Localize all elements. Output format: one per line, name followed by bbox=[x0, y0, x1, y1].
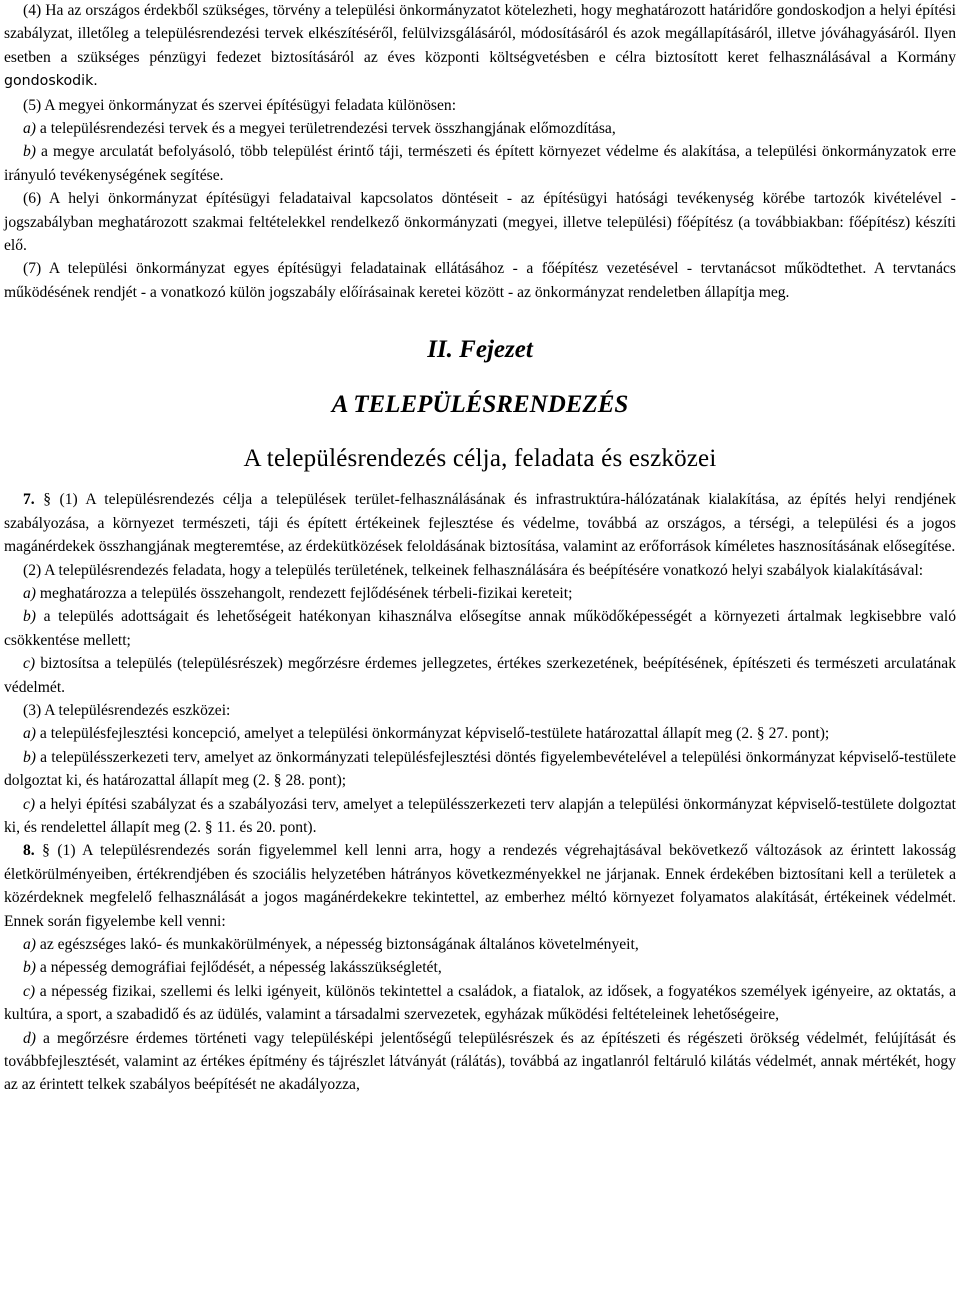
item-text: meghatározza a település összehangolt, rendezett fejlődésének térbeli-fizikai kereteit; bbox=[36, 584, 573, 602]
item-text: a megőrzésre érdemes történeti vagy településképi jelentőségű településrészek és az építészeti és régészeti örökség védelmét, felújítását és továbbfejlesztését, valamint az értékes építmény és tájrészlet látványát (rálátás), továbbá az ingatlanról feltáruló kilátás védelmét, annak mértékét, hogy az az érintett telkek szabályos beépítését ne akadályozza, bbox=[4, 1029, 956, 1094]
paragraph-5-b bbox=[4, 140, 956, 187]
item-label: b) bbox=[23, 959, 36, 977]
section-8-item-a bbox=[4, 933, 956, 956]
item-text: biztosítsa a település (településrészek) megőrzésre érdemes jellegzetes, értékes szerkezetének, beépítésének, építészeti és természeti arculatának védelmét. bbox=[4, 655, 956, 696]
section-7-paragraph-3: (3) A településrendezés eszközei: bbox=[23, 701, 231, 719]
item-label: a) bbox=[23, 584, 36, 602]
item-label: a) bbox=[23, 120, 36, 138]
item-text: a településszerkezeti terv, amelyet az önkormányzati településfejlesztési döntés figyelembevételével a települési önkormányzat képviselő-testülete dolgoztat ki, és határozattal állapít meg (2. § 28. pont); bbox=[4, 748, 956, 790]
item-text: a település adottságait és lehetőségeit hatékonyan kihasználva elősegítse annak működőképességét a környezeti ártalmak legkisebbre való csökkentése mellett; bbox=[4, 608, 956, 649]
section-8-item-c bbox=[4, 980, 956, 1027]
section-text: § (1) A településrendezés során figyelemmel kell lenni arra, hogy a rendezés végrehajtásával bekövetkező változások az érintett lakosság életkörülményeiben, értékrendjében és szociális helyzetében hátrányos következményekkel ne járjanak. Ennek érdekében biztosítani kell a területek a közérdeknek megfelelő felhasználását a jogos magánérdekekre tekintettel, az emberhez méltó környezet folyamatos alakítását, értékeinek védelmét. Ennek során figyelembe kell venni: bbox=[4, 842, 956, 930]
paragraph-5: (5) A megyei önkormányzat és szervei építésügyi feladata különösen: bbox=[23, 96, 457, 114]
item-label: a) bbox=[23, 936, 36, 953]
section-7-item-a bbox=[4, 582, 956, 605]
paragraph-4-end: gondoskodik. bbox=[4, 73, 98, 90]
section-8-item-d bbox=[4, 1027, 956, 1097]
item-text: a népesség demográfiai fejlődését, a népesség lakásszükségletét, bbox=[36, 959, 442, 977]
paragraph-6: (6) A helyi önkormányzat építésügyi feladataival kapcsolatos döntéseit - az építésügyi hatósági tevékenység körébe tartozók kivételével - jogszabályban meghatározott szakmai feltételekkel rendelkező önkormányzati (megyei, illetve települési) főépítész (a továbbiakban: főépítész) készíti elő. bbox=[4, 190, 956, 255]
section-8-paragraph-1 bbox=[4, 839, 956, 933]
item-label: b) bbox=[23, 748, 36, 766]
section-7-tool-b bbox=[4, 746, 956, 793]
section-7-tool-a bbox=[4, 722, 956, 745]
item-text: a megye arculatát befolyásoló, több települést érintő táji, természeti és épített környezet védelme és alakítása, a települési önkormányzatok erre irányuló tevékenységének segítése. bbox=[4, 143, 956, 184]
item-label: b) bbox=[23, 608, 36, 626]
item-label: a) bbox=[23, 725, 36, 743]
item-label: c) bbox=[23, 655, 36, 673]
section-7-tool-c bbox=[4, 793, 956, 840]
item-text: a népesség fizikai, szellemi és lelki igényeit, különös tekintettel a családok, a fiatalok, az idősek, a fogyatékos személyek igényeire, az oktatás, a kultúra, a sport, a szabadidő és az üdülés, valamint a társadalmi szervezetek, egyházak működési feltételeinek lehetőségeire, bbox=[4, 982, 956, 1024]
section-7-item-b bbox=[4, 605, 956, 652]
item-label: b) bbox=[23, 143, 36, 161]
section-7-paragraph-1 bbox=[4, 488, 956, 558]
item-label: c) bbox=[23, 982, 36, 1000]
section-title: A településrendezés célja, feladata és eszközei bbox=[243, 445, 717, 473]
chapter-title: A TELEPÜLÉSRENDEZÉS bbox=[331, 391, 629, 419]
paragraph-4 bbox=[4, 0, 956, 94]
item-label: d) bbox=[23, 1029, 36, 1047]
item-text: az egészséges lakó- és munkakörülmények, a népesség biztonságának általános követelményeit, bbox=[36, 936, 639, 953]
item-text: a településfejlesztési koncepció, amelyet a települési önkormányzat képviselő-testülete határozattal állapít meg (2. § 27. pont); bbox=[36, 725, 830, 743]
paragraph-5-a bbox=[4, 117, 956, 140]
section-number: 7. bbox=[23, 491, 35, 509]
section-7-item-c bbox=[4, 652, 956, 699]
section-8-item-b bbox=[4, 956, 956, 979]
paragraph-7: (7) A települési önkormányzat egyes építésügyi feladatainak ellátásához - a főépítész vezetésével - tervtanácsot működtethet. A tervtanács működésének rendjét - a vonatkozó külön jogszabály előírásainak keretei között - az önkormányzat rendeletben állapítja meg. bbox=[4, 260, 956, 301]
item-text: a településrendezési tervek és a megyei területrendezési tervek összhangjának előmozdítása, bbox=[36, 120, 616, 138]
item-label: c) bbox=[23, 795, 36, 813]
item-text: a helyi építési szabályzat és a szabályozási terv, amelyet a településszerkezeti terv alapján a települési önkormányzat képviselő-testülete dolgoztat ki, és rendelettel állapít meg (2. § 11. és 20. pont). bbox=[4, 795, 956, 836]
section-7-paragraph-2: (2) A településrendezés feladata, hogy a település területének, telkeinek felhasználására és beépítésére vonatkozó helyi szabályok kialakításával: bbox=[23, 561, 924, 579]
section-text: § (1) A településrendezés célja a települések terület-felhasználásának és infrastruktúra-hálózatának kialakítása, az építés helyi rendjének szabályozása, a környezet természeti, táji és épített értékeinek fejlesztése és védelme, továbbá az országos, a térségi, a települési és a jogos magánérdekek összhangjának megteremtése, az érdekütközések feloldásának biztosítása, valamint az erőforrások kíméletes hasznosításának elősegítése. bbox=[4, 491, 956, 556]
paragraph-4-text: (4) Ha az országos érdekből szükséges, törvény a települési önkormányzatot kötelezheti, hogy meghatározott határidőre gondoskodjon a helyi építési szabályzat, illetőleg a településrendezési tervek elkészítéséről, felülvizsgálásáról, módosításáról és azok megállapításáról, illetve jóváhagyásáról. Ilyen esetben a szükséges pénzügyi fedezet biztosításáról az éves központi költségvetésben e célra biztosított keret felhasználásával a Kormány bbox=[4, 2, 956, 66]
chapter-heading: II. Fejezet bbox=[427, 336, 533, 364]
section-number: 8. bbox=[23, 842, 35, 860]
